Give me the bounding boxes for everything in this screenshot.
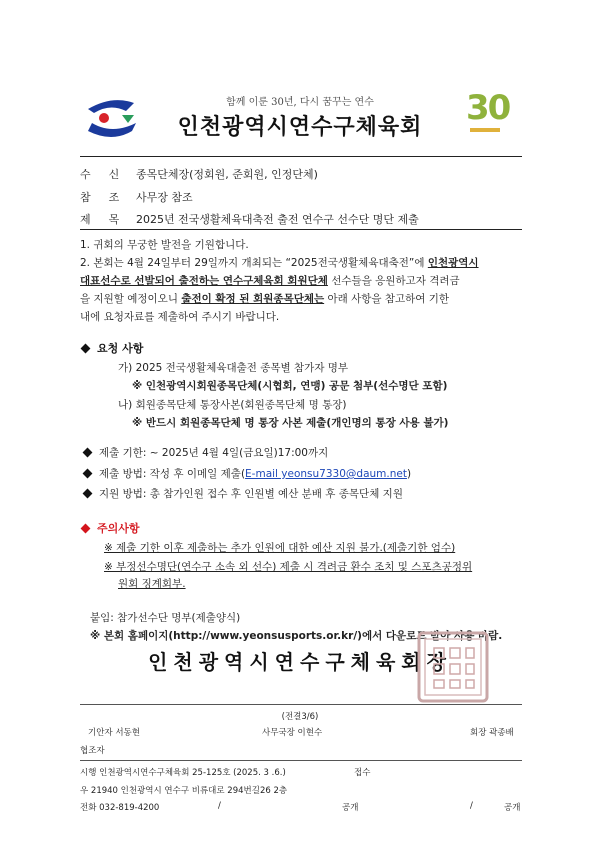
paragraph-2: 2. 본회는 4월 24일부터 29일까지 개최되는 “2025전국생활체육대축전”에 인천광역시 대표선수로 선발되어 출전하는 연수구체육회 회원단체 선수들을 응원하고자 격려금 을 지원할 예정이오니 출전이 확정 된 회원종목단체는 아래 사항을 참고하여 기한 내에 요청자료를 제출하여 주시기 바랍니다. <box>80 257 479 323</box>
receipt: 접수 <box>354 768 371 778</box>
attachment-label: 붙임: 참가선수단 명부(제출양식) <box>90 612 241 624</box>
cooperator: 협조자 <box>80 746 105 756</box>
recipient-label: 수신 <box>80 168 138 181</box>
public-1: 공개 <box>342 803 359 813</box>
recipient-row <box>80 166 522 184</box>
caution-1: ※ 제출 기한 이후 제출하는 추가 인원에 대한 예산 지원 불가.(제출기한 엄수) <box>104 542 456 554</box>
diamond-bullet-icon <box>83 489 93 499</box>
phone: 전화 032-819-4200 <box>80 803 160 813</box>
subject-row <box>80 211 522 229</box>
via-row <box>80 189 522 207</box>
via-value: 사무장 참조 <box>136 191 193 204</box>
body-paragraphs <box>80 236 520 326</box>
request-item-1-note: ※ 인천광역시회원종목단체(시협회, 연맹) 공문 첨부(선수명단 포함) <box>132 380 448 392</box>
org-title: 인천광역시연수구체육회 <box>177 115 423 140</box>
slash-2: / <box>470 801 473 811</box>
recipient-value: 종목단체장(정회원, 준회원, 인정단체) <box>136 168 318 181</box>
paragraph-1: 1. 귀회의 무궁한 발전을 기원합니다. <box>80 239 249 251</box>
doc-number: 시행 인천광역시연수구체육회 25-125호 (2025. 3 .6.) <box>80 768 286 778</box>
address: 우 21940 인천광역시 연수구 비류대로 294번길26 2층 <box>80 786 288 796</box>
deadline-line: 제출 기한: ~ 2025년 4월 4일(금요일)17:00까지 <box>80 445 328 460</box>
request-item-1: 가) 2025 전국생활체육대출전 종목별 참가자 명부 <box>118 362 349 374</box>
header-divider <box>80 156 522 157</box>
email-link[interactable]: E-mail yeonsu7330@daum.net <box>245 468 407 480</box>
diamond-bullet-icon <box>83 469 93 479</box>
official-seal-icon <box>416 630 490 704</box>
diamond-bullet-icon <box>83 448 93 458</box>
method-line: 제출 방법: 작성 후 이메일 제출(E-mail yeonsu7330@daum.net) <box>80 466 411 481</box>
request-heading: 요청 사항 <box>78 340 143 356</box>
approver: 회장 곽종배 <box>470 728 514 738</box>
footer-divider <box>80 704 522 705</box>
caution-heading: 주의사항 <box>78 520 140 536</box>
request-item-2: 나) 회원종목단체 통장사본(회원종목단체 명 통장) <box>118 399 347 411</box>
subject-divider <box>80 229 522 230</box>
public-2: 공개 <box>504 803 521 813</box>
signature-line: 인천광역시연수구체육회장 <box>148 650 452 674</box>
diamond-bullet-icon <box>81 524 91 534</box>
emblem-number: 30 <box>466 88 510 128</box>
diamond-bullet-icon <box>81 344 91 354</box>
subject-label: 제목 <box>80 213 138 226</box>
anniversary-emblem <box>466 88 514 138</box>
via-label: 참조 <box>80 191 138 204</box>
emblem-bar <box>470 128 500 132</box>
attachment-note: ※ 본회 홈페이지(http://www.yeonsusports.or.kr/)에서 다운로드 받아 사용 바람. <box>90 630 503 642</box>
caution-2a: ※ 부정선수명단(연수구 소속 외 선수) 제출 시 격려금 환수 조치 및 스포츠공정위 <box>104 561 473 573</box>
caution-2b: 원회 징계회부. <box>118 578 186 590</box>
page-note: (전결3/6) <box>281 712 319 722</box>
footer-divider-2 <box>80 760 522 761</box>
drafter: 기안자 서동현 <box>88 728 140 738</box>
slogan: 함께 이룬 30년, 다시 꿈꾸는 연수 <box>226 97 374 108</box>
slash-1: / <box>218 801 221 811</box>
support-line: 지원 방법: 총 참가인원 접수 후 인원별 예산 분배 후 종목단체 지원 <box>80 486 403 501</box>
subject-value: 2025년 전국생활체육대축전 출전 연수구 선수단 명단 제출 <box>136 213 419 226</box>
request-item-2-note: ※ 반드시 회원종목단체 명 통장 사본 제출(개인명의 통장 사용 불가) <box>132 417 449 429</box>
reviewer: 사무국장 이현수 <box>262 728 323 738</box>
